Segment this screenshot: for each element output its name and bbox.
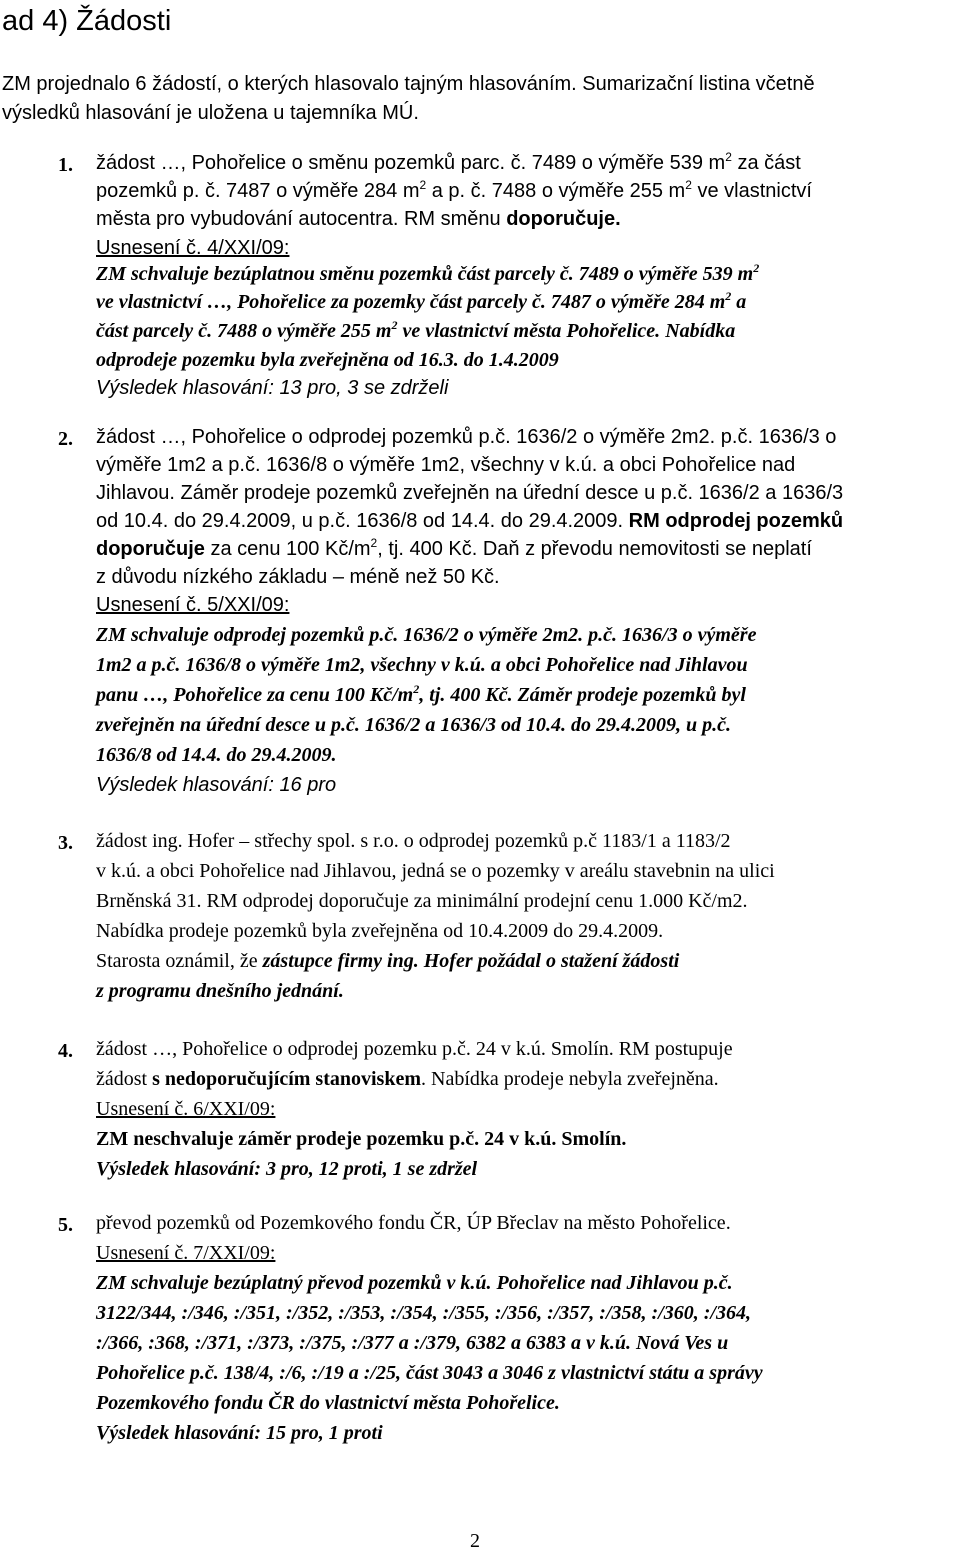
item-text-line: žádost …, Pohořelice o směnu pozemků parc. č. 7489 o výměře 539 $m^2$ za část	[96, 150, 801, 174]
item-text-line: z programu dnešního jednání.	[96, 980, 344, 1002]
vote-result: Výsledek hlasování: 16 pro	[96, 774, 337, 796]
resolution-text: ZM schvaluje odprodej pozemků p.č. 1636/2 o výměře 2m2. p.č. 1636/3 o výměře	[96, 624, 757, 646]
item-text-line: žádost ing. Hofer – střechy spol. s r.o. o odprodej pozemků p.č 1183/1 a 1183/2	[96, 830, 731, 852]
resolution-text: Pohořelice p.č. 138/4, :/6, :/19 a :/25, část 3043 a 3046 z vlastnictví státu a správy	[96, 1362, 763, 1384]
item-text-line: výměře 1m2 a p.č. 1636/8 o výměře 1m2, všechny v k.ú. a obci Pohořelice nad	[96, 454, 796, 476]
resolution-text: 3122/344, :/346, :/351, :/352, :/353, :/354, :/355, :/356, :/357, :/358, :/360, :/364,	[96, 1302, 751, 1324]
resolution-text: ZM schvaluje bezúplatný převod pozemků v k.ú. Pohořelice nad Jihlavou p.č.	[96, 1272, 733, 1294]
resolution-number: Usnesení č. 7/XXI/09:	[96, 1242, 276, 1264]
resolution-text: odprodeje pozemku byla zveřejněna od 16.3. do 1.4.2009	[96, 349, 559, 371]
item-text-line: žádost …, Pohořelice o odprodej pozemku p.č. 24 v k.ú. Smolín. RM postupuje	[96, 1038, 733, 1060]
intro-paragraph	[2, 70, 952, 128]
resolution-text: zveřejněn na úřední desce u p.č. 1636/2 a 1636/3 od 10.4. do 29.4.2009, u p.č.	[96, 714, 731, 736]
item-text-line: města pro vybudování autocentra. RM směnu doporučuje.	[96, 208, 621, 230]
resolution-text: 1m2 a p.č. 1636/8 o výměře 1m2, všechny v k.ú. a obci Pohořelice nad Jihlavou	[96, 654, 748, 676]
item-text-line: převod pozemků od Pozemkového fondu ČR, ÚP Břeclav na město Pohořelice.	[96, 1212, 731, 1234]
item-number: 4.	[58, 1040, 73, 1062]
resolution-number: Usnesení č. 4/XXI/09:	[96, 237, 290, 259]
resolution-text: ZM schvaluje bezúplatnou směnu pozemků část parcely č. 7489 o výměře 539 $m^2$	[96, 261, 760, 285]
resolution-text: ZM neschvaluje záměr prodeje pozemku p.č. 24 v k.ú. Smolín.	[96, 1128, 627, 1150]
item-text-line: Nabídka prodeje pozemků byla zveřejněna od 10.4.2009 do 29.4.2009.	[96, 920, 664, 942]
item-text-line: doporučuje za cenu 100 $Kč/m^2$, tj. 400 Kč. Daň z převodu nemovitosti se neplatí	[96, 536, 812, 560]
intro-line: ZM projednalo 6 žádostí, o kterých hlasovalo tajným hlasováním. Sumarizační listina včetně	[2, 73, 815, 95]
resolution-text: Pozemkového fondu ČR do vlastnictví města Pohořelice.	[96, 1392, 560, 1414]
item-text-line: pozemků p. č. 7487 o výměře 284 $m^2$ a p. č. 7488 o výměře 255 $m^2$ ve vlastnictví	[96, 178, 812, 202]
vote-result: Výsledek hlasování: 15 pro, 1 proti	[96, 1422, 383, 1444]
item-text-line: v k.ú. a obci Pohořelice nad Jihlavou, jedná se o pozemky v areálu stavebnin na ulici	[96, 860, 775, 882]
item-number: 1.	[58, 154, 73, 176]
intro-line: výsledků hlasování je uložena u tajemníka MÚ.	[2, 102, 419, 124]
resolution-text: ve vlastnictví …, Pohořelice za pozemky část parcely č. 7487 o výměře 284 $m^2$ a	[96, 289, 747, 313]
item-text-line: Jihlavou. Záměr prodeje pozemků zveřejněn na úřední desce u p.č. 1636/2 a 1636/3	[96, 482, 844, 504]
resolution-text: 1636/8 od 14.4. do 29.4.2009.	[96, 744, 337, 766]
item-text-line: Starosta oznámil, že zástupce firmy ing. Hofer požádal o stažení žádosti	[96, 950, 680, 972]
item-text-line: žádost …, Pohořelice o odprodej pozemků p.č. 1636/2 o výměře 2m2. p.č. 1636/3 o	[96, 426, 837, 448]
item-text-line: z důvodu nízkého základu – méně než 50 Kč.	[96, 566, 500, 588]
section-heading: ad 4) Žádosti	[2, 5, 172, 37]
resolution-text: :/366, :368, :/371, :/373, :/375, :/377 a :/379, 6382 a 6383 a v k.ú. Nová Ves u	[96, 1332, 729, 1354]
vote-result: Výsledek hlasování: 13 pro, 3 se zdrželi	[96, 377, 449, 399]
item-number: 5.	[58, 1214, 73, 1236]
resolution-number: Usnesení č. 6/XXI/09:	[96, 1098, 276, 1120]
vote-result: Výsledek hlasování: 3 pro, 12 proti, 1 se zdržel	[96, 1158, 478, 1180]
item-number: 2.	[58, 428, 73, 450]
resolution-text: panu …, Pohořelice za cenu 100 $Kč/m^2$, tj. 400 Kč. Záměr prodeje pozemků byl	[96, 682, 746, 706]
item-text-line: žádost s nedoporučujícím stanoviskem. Nabídka prodeje nebyla zveřejněna.	[96, 1068, 719, 1090]
page-number: 2	[470, 1530, 480, 1552]
item-text-line: Brněnská 31. RM odprodej doporučuje za minimální prodejní cenu 1.000 Kč/m2.	[96, 890, 748, 912]
resolution-text: část parcely č. 7488 o výměře 255 $m^2$ ve vlastnictví města Pohořelice. Nabídka	[96, 318, 736, 342]
resolution-number: Usnesení č. 5/XXI/09:	[96, 594, 290, 616]
item-number: 3.	[58, 832, 73, 854]
item-text-line: od 10.4. do 29.4.2009, u p.č. 1636/8 od 14.4. do 29.4.2009. RM odprodej pozemků	[96, 510, 844, 532]
